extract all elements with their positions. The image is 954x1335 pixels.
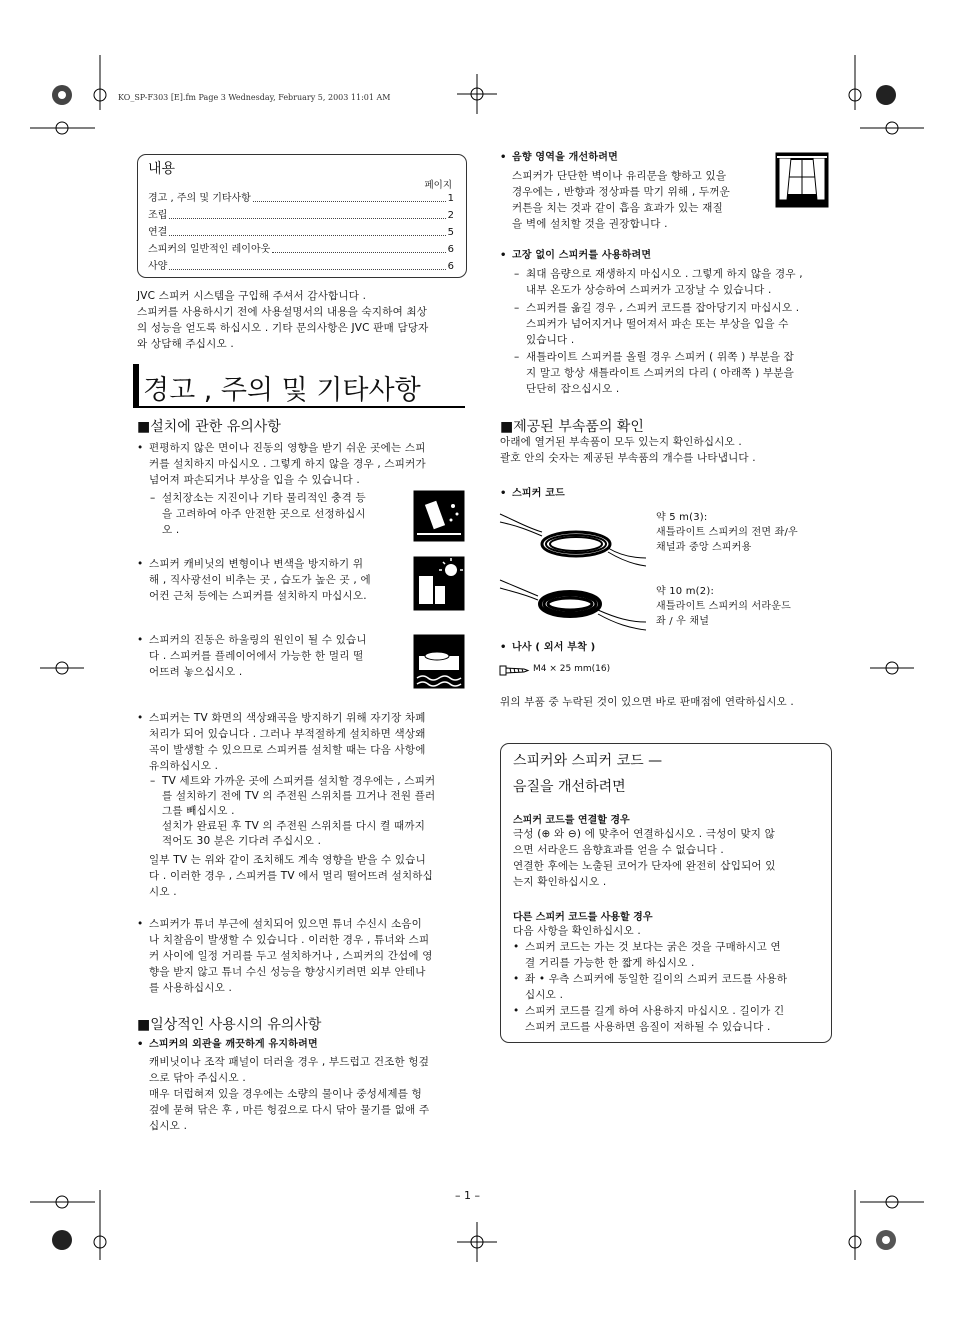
toc-item-page: 6 [447, 261, 454, 272]
text-line: 아래에 열거된 부속품이 모두 있는지 확인하십시오 . [500, 436, 742, 448]
toc-item-label: 사양 [148, 261, 168, 272]
text-line: 다 . 스피커를 플레이어에서 가능한 한 멀리 떨 [149, 650, 364, 662]
cord-box-title-1: 스피커와 스피커 코드 — [513, 753, 663, 769]
text-line: 연결한 후에는 노출된 코어가 단자에 완전히 삽입되어 있 [513, 860, 776, 872]
text-line: 스피커는 TV 화면의 색상왜곡을 방지하기 위해 자기장 차폐 [149, 712, 426, 724]
text-line: 을 벽에 설치할 것을 권장합니다 . [512, 218, 668, 230]
install-sub-1: – 설치장소는 지진이나 기타 물리적인 충격 등 을 고려하여 아주 안전한 곳으로 선정하십시 오 . [162, 490, 402, 538]
text-line: TV 세트와 가까운 곳에 스피커를 설치할 경우에는 , 스피커 [162, 775, 436, 787]
text-line: 으면 서라운드 음향효과를 얻을 수 없습니다 . [513, 844, 724, 856]
toc-item[interactable] [148, 224, 454, 241]
accessories-footer: 위의 부품 중 누락된 것이 있으면 바로 판매점에 연락하십시오 . [500, 696, 794, 708]
noerror-item-3: – 새틀라이트 스피커를 올릴 경우 스피커 ( 위쪽 ) 부분을 잡 지 말고 항상 새틀라이트 스피커의 다리 ( 아래쪽 ) 부분을 단단히 잡으십시오 . [526, 349, 831, 397]
turntable-icon [413, 634, 465, 689]
cord-box-sub-1: 스피커 코드를 연결할 경우 [513, 815, 630, 826]
text-line: 스피커 코드는 가는 것 보다는 굵은 것을 구매하시고 연 [525, 941, 781, 953]
toc-item[interactable] [148, 258, 454, 275]
text-line: 커 사이에 일정 거리를 두고 설치하거나 , 스피커의 간섭에 영 [149, 950, 433, 962]
cord-box-bullet-1: • 스피커 코드는 가는 것 보다는 굵은 것을 구매하시고 연 결 거리를 가능한 한 짧게 하십시오 . [525, 939, 821, 971]
toc-item[interactable] [148, 241, 454, 258]
text-line: 좌 • 우측 스피커에 동일한 길이의 스피커 코드를 사용하 [525, 973, 788, 985]
earthquake-icon [413, 490, 465, 542]
text-line: 향을 받지 않고 튜너 수신 성능을 향상시키려면 외부 안테나 [149, 966, 426, 978]
install-bullet-3: • 스피커의 진동은 하울링의 원인이 될 수 있습니 다 . 스피커를 플레이어에서 가능한 한 멀리 떨 어뜨려 놓으십시오 . [149, 632, 399, 680]
text-line: 어뜨려 놓으십시오 . [149, 666, 243, 678]
text-line: 으로 닦아 주십시오 . [149, 1072, 246, 1084]
speaker-cord-10m-image [498, 576, 648, 636]
text-line: 스피커 코드를 사용하면 음질이 저하될 수 있습니다 . [525, 1021, 771, 1033]
noerror-item-2: – 스피커를 옮길 경우 , 스피커 코드를 잡아당기지 마십시오 . 스피커가 넘어지거나 떨어져서 파손 또는 부상을 입을 수 있습니다 . [526, 300, 831, 348]
cord-label-text: 스피커 코드 [512, 488, 565, 499]
text-line: 스피커가 넘어지거나 떨어져서 파손 또는 부상을 입을 수 [526, 318, 789, 330]
screw-label-text: 나사 ( 외서 부착 ) [512, 642, 596, 653]
toc-item[interactable] [148, 190, 454, 207]
title-bar [133, 364, 139, 406]
toc-item-label: 조립 [148, 210, 168, 221]
toc-item-label: 연결 [148, 227, 168, 238]
sound-sub-text: 음향 영역을 개선하려면 [512, 152, 618, 163]
text-line: 스피커가 단단한 벽이나 유리문을 향하고 있을 [512, 170, 727, 182]
text-line: 있습니다 . [526, 334, 575, 346]
text-line: 새틀라이트 스피커의 서라운드 [656, 601, 791, 612]
install-heading: ■설치에 관한 유의사항 [137, 419, 281, 435]
install-bullet-5: • 스피커가 튜너 부근에 설치되어 있으면 튜너 수신시 소음이 나 치찰음이 발생할 수 있습니다 . 이러한 경우 , 튜너와 스피 커 사이에 일정 거리를 두고 설치하거나 , 스피커의 간섭에 영 향을 받지 않고 튜너 수신 성능을 향상시키려면 외부 안테나 를 사용하십시오 . [149, 916, 467, 996]
text-line: 시오 . [149, 886, 177, 898]
page-number: – 1 – [455, 1189, 480, 1202]
text-line: 결 거리를 가능한 한 짧게 하십시오 . [525, 957, 695, 969]
text-line: 극성 (⊕ 와 ⊖) 에 맞추어 연결하십시오 . 극성이 맞지 않 [513, 828, 776, 840]
text-line: 해 , 직사광선이 비추는 곳 , 습도가 높은 곳 , 에 [149, 574, 371, 586]
toc-page-label: 페이지 [424, 180, 452, 191]
text-line: 약 10 m(2): [656, 586, 715, 597]
toc-item-page: 6 [447, 244, 454, 255]
text-line: 좌 / 우 채널 [656, 616, 710, 627]
text-line: 채널과 중앙 스피커용 [656, 542, 752, 553]
text-line: 내부 온도가 상승하여 스피커가 고장날 수 있습니다 . [526, 284, 772, 296]
cord-box-bullet-2: • 좌 • 우측 스피커에 동일한 길이의 스피커 코드를 사용하 십시오 . [525, 971, 821, 1003]
text-line: 넘어져 파손되거나 부상을 입을 수 있습니다 . [149, 474, 360, 486]
install-bullet-1: • 편평하지 않은 면이나 진동의 영향을 받기 쉬운 곳에는 스피 커를 설치하지 마십시오 . 그렇게 하지 않을 경우 , 스피커가 넘어져 파손되거나 부상을 입을 수 있습니다 . [149, 440, 467, 488]
text-line: 경우에는 , 반향과 정상파를 막기 위해 , 두꺼운 [512, 186, 731, 198]
noerror-item-1: – 최대 음량으로 재생하지 마십시오 . 그렇게 하지 않을 경우 , 내부 온도가 상승하여 스피커가 고장날 수 있습니다 . [526, 266, 831, 298]
text-line: 그를 빼십시오 . [162, 805, 235, 817]
noerror-sub-text: 고장 없이 스피커를 사용하려면 [512, 250, 652, 261]
sunlight-icon [413, 556, 465, 611]
noerror-subheading: • 고장 없이 스피커를 사용하려면 [500, 250, 652, 261]
sound-text [512, 168, 762, 232]
cord-10m-desc [656, 584, 836, 629]
text-line: 캐비닛이나 조작 패널이 더러울 경우 , 부드럽고 건조한 헝겊 [149, 1056, 430, 1068]
text-line: 설치가 완료된 후 TV 의 주전원 스위치를 다시 켤 때까지 [162, 820, 426, 832]
intro-line: JVC 스피커 시스템을 구입해 주셔서 감사합니다 . [137, 290, 367, 302]
text-line: 유의하십시오 . [149, 760, 219, 772]
text-line: 최대 음량으로 재생하지 마십시오 . 그렇게 하지 않을 경우 , [526, 268, 803, 280]
daily-subheading: • 스피커의 외관을 깨끗하게 유지하려면 [137, 1039, 318, 1050]
file-info: KO_SP-F303 [E].fm Page 3 Wednesday, February 5, 2003 11:01 AM [118, 93, 391, 102]
daily-text [149, 1054, 467, 1134]
text-line: 십시오 . [525, 989, 564, 1001]
page-title: 경고 , 주의 및 기타사항 [143, 375, 421, 406]
daily-heading: ■일상적인 사용시의 유의사항 [137, 1017, 322, 1033]
cord-box-sub-2: 다른 스피커 코드를 사용할 경우 [513, 912, 653, 923]
screw-icon [498, 661, 530, 679]
text-line: 겊에 묻혀 닦은 후 , 마른 헝겊으로 다시 닦아 물기를 없애 주 [149, 1104, 430, 1116]
text-line: 괄호 안의 숫자는 제공된 부속품의 개수를 나타냅니다 . [500, 452, 756, 464]
intro-line: 의 성능을 얻도록 하십시오 . 기타 문의사항은 JVC 판매 담당자 [137, 322, 429, 334]
text-line: 오 . [162, 524, 180, 536]
text-line: 는지 확인하십시오 . [513, 876, 607, 888]
speaker-cord-5m-image [498, 508, 648, 570]
text-line: 스피커 코드를 길게 하여 사용하지 마십시오 . 길이가 긴 [525, 1005, 785, 1017]
screw-label: • 나사 ( 외서 부착 ) [500, 642, 596, 653]
text-line: 나 치찰음이 발생할 수 있습니다 . 이러한 경우 , 튜너와 스피 [149, 934, 430, 946]
toc-item-label: 스피커의 일반적인 레이아웃 [148, 244, 271, 255]
toc-list [148, 190, 454, 275]
accessories-heading: ■제공된 부속품의 확인 [500, 419, 644, 435]
toc-item-label: 경고 , 주의 및 기타사항 [148, 193, 251, 204]
toc-title: 내용 [148, 161, 176, 177]
text-line: 를 사용하십시오 . [149, 982, 233, 994]
text-line: 새틀라이트 스피커의 전면 좌/우 [656, 527, 798, 538]
title-rule [133, 406, 465, 408]
cord-label: • 스피커 코드 [500, 488, 565, 499]
text-line: 을 고려하여 아주 안전한 곳으로 선정하십시 [162, 508, 366, 520]
cord-box-bullet-3: • 스피커 코드를 길게 하여 사용하지 마십시오 . 길이가 긴 스피커 코드를 사용하면 음질이 저하될 수 있습니다 . [525, 1003, 821, 1035]
text-line: 처리가 되어 있습니다 . 그러나 부적절하게 설치하면 색상왜 [149, 728, 426, 740]
text-line: 스피커의 진동은 하울링의 원인이 될 수 있습니 [149, 634, 367, 646]
text-line: 스피커가 튜너 부근에 설치되어 있으면 튜너 수신시 소음이 [149, 918, 422, 930]
text-line: 를 설치하기 전에 TV 의 주전원 스위치를 끄거나 전원 플러 [162, 790, 436, 802]
cord-box-intro-2: 다음 사항을 확인하십시오 . [513, 925, 641, 937]
install-bullet-4: • 스피커는 TV 화면의 색상왜곡을 방지하기 위해 자기장 차폐 처리가 되어 있습니다 . 그러나 부적절하게 설치하면 색상왜 곡이 발생할 수 있으므로 스피커를 설치할 때는 다음 사항에 유의하십시오 . [149, 710, 467, 774]
text-line: 일부 TV 는 위와 같이 조치해도 계속 영향을 받을 수 있습니 [149, 854, 426, 866]
text-line: 커를 설치하지 마십시오 . 그렇게 하지 않을 경우 , 스피커가 [149, 458, 426, 470]
text-line: 매우 더럽혀져 있을 경우에는 소량의 물이나 중성세제를 헝 [149, 1088, 422, 1100]
text-line: 십시오 . [149, 1120, 188, 1132]
daily-sub-text: 스피커의 외관을 깨끗하게 유지하려면 [149, 1039, 318, 1050]
text-line: 편평하지 않은 면이나 진동의 영향을 받기 쉬운 곳에는 스피 [149, 442, 426, 454]
curtain-window-icon [775, 152, 829, 208]
text-line: 새틀라이트 스피커를 올릴 경우 스피커 ( 위쪽 ) 부분을 잡 [526, 351, 794, 363]
intro-line: 스피커를 사용하시기 전에 사용설명서의 내용을 숙지하여 최상 [137, 306, 428, 318]
text-line: 곡이 발생할 수 있으므로 스피커를 설치할 때는 다음 사항에 [149, 744, 426, 756]
cord-box-text-1 [513, 826, 823, 890]
cord-5m-desc [656, 510, 836, 555]
text-line: 약 5 m(3): [656, 512, 708, 523]
text-line: 어컨 근처 등에는 스피커를 설치하지 마십시오. [149, 590, 367, 602]
text-line: 다 . 이러한 경우 , 스피커를 TV 에서 멀리 떨어뜨려 설치하십 [149, 870, 433, 882]
toc-box [137, 154, 467, 278]
toc-item-page: 5 [447, 227, 454, 238]
install-sub-4: – TV 세트와 가까운 곳에 스피커를 설치할 경우에는 , 스피커 를 설치하기 전에 TV 의 주전원 스위치를 끄거나 전원 플러 그를 빼십시오 . 설치가 완료된 후 TV 의 주전원 스위치를 다시 켤 때까지 적어도 30 분은 기다려 주십시오 . [162, 774, 467, 849]
intro-line: 와 상담해 주십시오 . [137, 338, 234, 350]
install-bullet-2: • 스피커 캐비닛의 변형이나 변색을 방지하기 위 해 , 직사광선이 비추는 곳 , 습도가 높은 곳 , 에 어컨 근처 등에는 스피커를 설치하지 마십시오. [149, 556, 399, 604]
cord-tips-box [500, 743, 832, 1043]
text-line: 지 말고 항상 새틀라이트 스피커의 다리 ( 아래쪽 ) 부분을 [526, 367, 794, 379]
toc-item-page: 2 [447, 210, 454, 221]
intro-paragraph [137, 288, 467, 352]
text-line: 설치장소는 지진이나 기타 물리적인 충격 등 [162, 492, 366, 504]
sound-subheading: • 음향 영역을 개선하려면 [500, 152, 618, 163]
toc-item-page: 1 [447, 193, 454, 204]
text-line: 커튼을 치는 것과 같이 흡음 효과가 있는 재질 [512, 202, 723, 214]
toc-item[interactable] [148, 207, 454, 224]
accessories-intro [500, 434, 830, 466]
install-tail-4 [149, 852, 467, 900]
text-line: 단단히 잡으십시오 . [526, 383, 620, 395]
text-line: 적어도 30 분은 기다려 주십시오 . [162, 835, 322, 847]
text-line: 스피커 캐비닛의 변형이나 변색을 방지하기 위 [149, 558, 364, 570]
text-line: 스피커를 옮길 경우 , 스피커 코드를 잡아당기지 마십시오 . [526, 302, 800, 314]
cord-box-title-2: 음질을 개선하려면 [513, 779, 626, 795]
screw-spec: M4 × 25 mm(16) [533, 664, 611, 674]
